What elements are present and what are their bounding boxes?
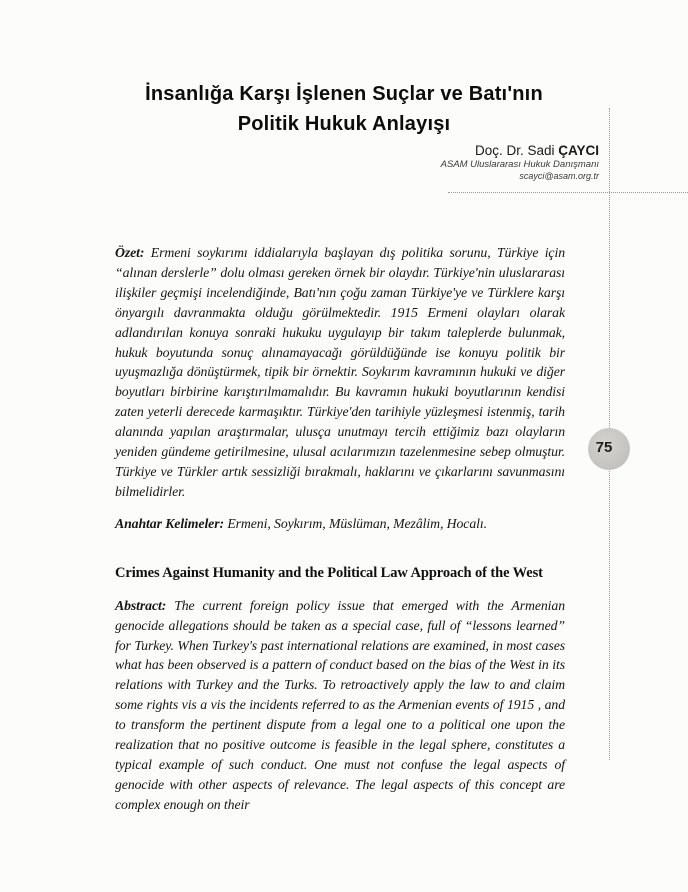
- article-title-line-2: Politik Hukuk Anlayışı: [237, 113, 451, 136]
- english-heading: Crimes Against Humanity and the Political Law Approach of the West: [115, 564, 543, 581]
- author-affiliation: ASAM Uluslararası Hukuk Danışmanı: [440, 159, 599, 170]
- body-column: [115, 243, 565, 827]
- abstract-turkish-text: Ermeni soykırımı iddialarıyla başlayan dış politika sorunu, Türkiye için “alınan derslerle” dolu olması gereken örnek bir olaydır. Türkiye'nin uluslararası ilişkiler geçmişi incelendiğinde, Batı'nın çoğu zaman Türkiye'ye ve Türklere karşı önyargılı davranmakta olduğu görülmektedir. 1915 Ermeni olayları olarak adlandırılan konuya sonraki hukuku uygulayıp bir takım taleplerde bulunmak, hukuk boyutunda sonuç alınamayacağı görüldüğünde ise konuyu politik bir uyuşmazlığa dönüştürmek, tipik bir örnektir. Soykırım kavramının hukuki ve diğer boyutları birbirine karıştırılmamalıdır. Bu kavramın hukuki boyutlarının kendisi zaten yeterli derecede karmaşıktır. Türkiye'den tarihiyle yüzleşmesi istenmiş, tarih alanında yapılan araştırmalar, ulusça unutmayı tercih ettiğimiz bazı olayların yeniden gündeme getirilmesine, ulusal acılarımızın tazelenmesine sebep olmuştur. Türkiye ve Türkler artık sessizliği bırakmalı, haklarını ve çıkarlarını savunmasını bilmelidirler.: [115, 245, 565, 499]
- keywords-line: [115, 514, 565, 534]
- abstract-turkish-label: Özet:: [115, 245, 145, 260]
- page-number: 75: [595, 438, 613, 456]
- article-title-line-1: İnsanlığa Karşı İşlenen Suçlar ve Batı'nın: [145, 83, 543, 106]
- abstract-turkish: [115, 243, 565, 502]
- author-surname: ÇAYCI: [558, 143, 599, 158]
- abstract-english-text: The current foreign policy issue that emerged with the Armenian genocide allegations should be taken as a special case, full of “lessons learned” for Turkey. When Turkey's past international relations are examined, in most cases what has been observed is a pattern of conduct based on the bias of the West in its relations with Turkey and the Turks. To retroactively apply the law to and claim some rights vis a vis the incidents referred to as the Armenian events of 1915 , and to transform the pertinent dispute from a legal one to a political one upon the realization that no positive outcome is feasible in the legal sphere, constitutes a typical example of such conduct. One must not confuse the legal aspects of genocide with other aspects of relevance. The legal aspects of this concept are complex enough on their: [115, 597, 565, 812]
- abstract-english: [115, 596, 565, 815]
- author-name-prefix: Doç. Dr. Sadi: [474, 143, 559, 158]
- abstract-english-label: Abstract:: [115, 597, 167, 613]
- divider-horizontal: [448, 192, 688, 193]
- author-email: scayci@asam.org.tr: [519, 171, 599, 181]
- author-name: [441, 143, 599, 159]
- keywords-label: Anahtar Kelimeler:: [115, 515, 224, 531]
- article-title: [64, 79, 624, 139]
- author-block: [441, 143, 599, 182]
- page-number-badge: [588, 428, 630, 470]
- keywords-text: Ermeni, Soykırım, Müslüman, Mezâlim, Hocalı.: [227, 515, 487, 531]
